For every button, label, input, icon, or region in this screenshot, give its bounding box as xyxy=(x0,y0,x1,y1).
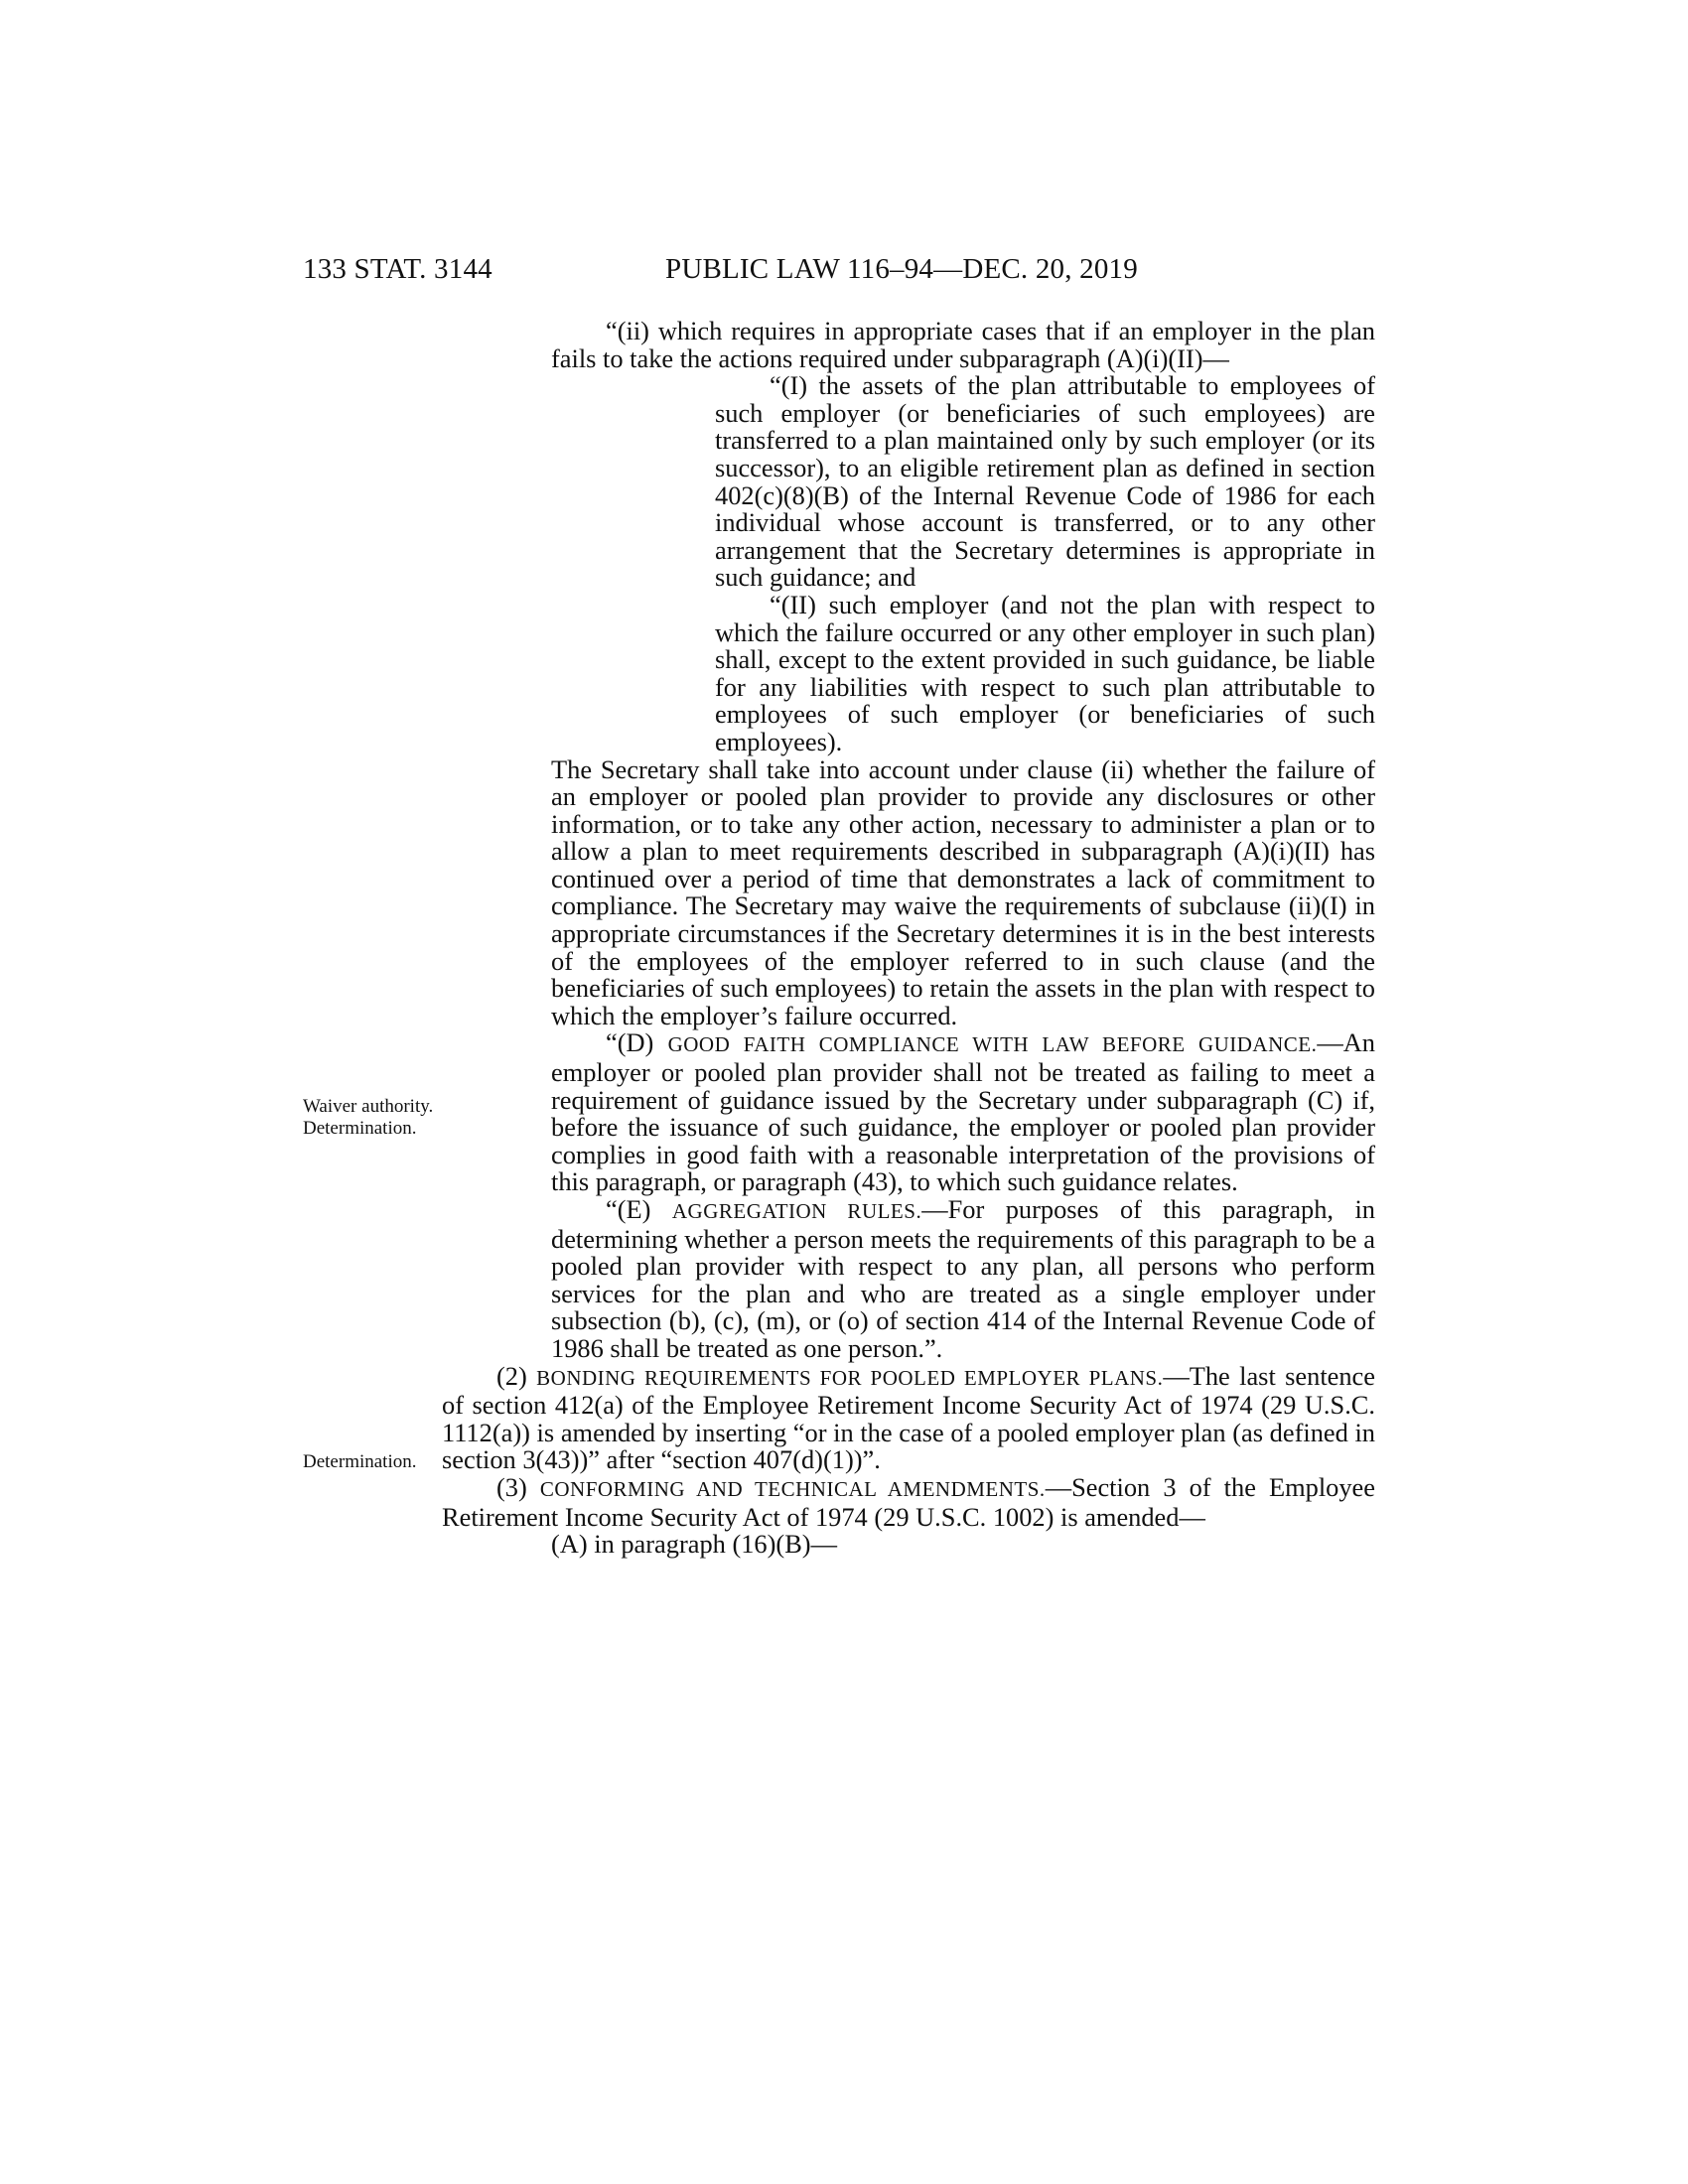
subparagraph-D-text: —An employer or pooled plan provider shall not be treated as failing to meet a requirement of guidance issued by the Secretary under subparagraph (C) if, before the issuance of such guidance, the employer or pooled plan provider complies in good faith with a reasonable interpretation of the provisions of this paragraph, or paragraph (43), to which such guidance relates. xyxy=(551,1027,1376,1197)
paragraph-3-text: —Section 3 of the Employee Retirement Income Security Act of 1974 (29 U.S.C. 1002) is amended— xyxy=(442,1471,1375,1532)
margin-note-determination: Determination. xyxy=(303,1118,417,1139)
paragraph-3 xyxy=(442,1471,1375,1532)
secretary-considerations-paragraph: The Secretary shall take into account under clause (ii) whether the failure of an employer or pooled plan provider to provide any disclosures or other information, or to take any other action, necessary to administer a plan or to allow a plan to meet requirements described in subparagraph (A)(i)(II) has continued over a period of time that demonstrates a lack of commitment to compliance. The Secretary may waive the requirements of subclause (ii)(I) in appropriate circumstances if the Secretary determines it is in the best interests of the employees of the employer referred to in such clause (and the beneficiaries of such employees) to retain the assets in the plan with respect to which the employer’s failure occurred. xyxy=(551,753,1375,1030)
subparagraph-A: (A) in paragraph (16)(B)— xyxy=(551,1529,837,1560)
subparagraph-E-text: —For purposes of this paragraph, in determining whether a person meets the requirements of this paragraph to be a pooled plan provider with respect to any plan, all persons who perform services for the plan and who are treated as a single employer under subsection (b), (c), (m), or (o) of section 414 of the Internal Revenue Code of 1986 shall be treated as one person.”. xyxy=(551,1194,1375,1363)
subparagraph-D-heading: GOOD FAITH COMPLIANCE WITH LAW BEFORE GUIDANCE. xyxy=(667,1032,1318,1057)
statute-text-column xyxy=(442,316,1376,1560)
running-header-title: PUBLIC LAW 116–94—DEC. 20, 2019 xyxy=(665,253,1138,285)
subparagraph-D-prefix: “(D) xyxy=(606,1027,668,1058)
paragraph-2-prefix: (2) xyxy=(496,1360,537,1391)
subparagraph-E-heading: AGGREGATION RULES. xyxy=(671,1199,922,1223)
margin-note-determination: Determination. xyxy=(303,1451,417,1472)
subparagraph-D xyxy=(551,1029,1375,1196)
page-stat-citation: 133 STAT. 3144 xyxy=(303,253,492,285)
paragraph-3-heading: CONFORMING AND TECHNICAL AMENDMENTS. xyxy=(539,1476,1046,1501)
subparagraph-E-prefix: “(E) xyxy=(606,1194,672,1224)
paragraph-2-heading: BONDING REQUIREMENTS FOR POOLED EMPLOYER PLANS. xyxy=(536,1365,1164,1390)
subclause-I-paragraph: “(I) the assets of the plan attributable to employees of such employer (or beneficiaries of such employees) are transferred to a plan maintained only by such employer (or its successor), to an eligible retirement plan as defined in section 402(c)(8)(B) of the Internal Revenue Code of 1986 for each individual whose account is transferred, or to any other arrangement that the Secretary determines is appropriate in such guidance; and xyxy=(715,370,1375,593)
margin-note-waiver-authority: Waiver authority. xyxy=(303,1096,434,1117)
subclause-II-paragraph: “(II) such employer (and not the plan with respect to which the failure occurred or any other employer in such plan) shall, except to the extent provided in such guidance, be liable for any liabilities with respect to such plan attributable to employees of such employer (or beneficiaries of such employees). xyxy=(715,589,1375,756)
clause-ii-paragraph: “(ii) which requires in appropriate cases that if an employer in the plan fails to take the actions required under subparagraph (A)(i)(II)— xyxy=(551,316,1375,373)
paragraph-3-prefix: (3) xyxy=(496,1471,540,1502)
subparagraph-E xyxy=(551,1196,1375,1363)
paragraph-2-text: —The last sentence of section 412(a) of the Employee Retirement Income Security Act of 1974 (29 U.S.C. 1112(a)) is amended by inserting “or in the case of a pooled employer plan (as defined in section 3(43))” after “section 407(d)(1))”. xyxy=(442,1360,1375,1475)
paragraph-2 xyxy=(442,1360,1375,1475)
